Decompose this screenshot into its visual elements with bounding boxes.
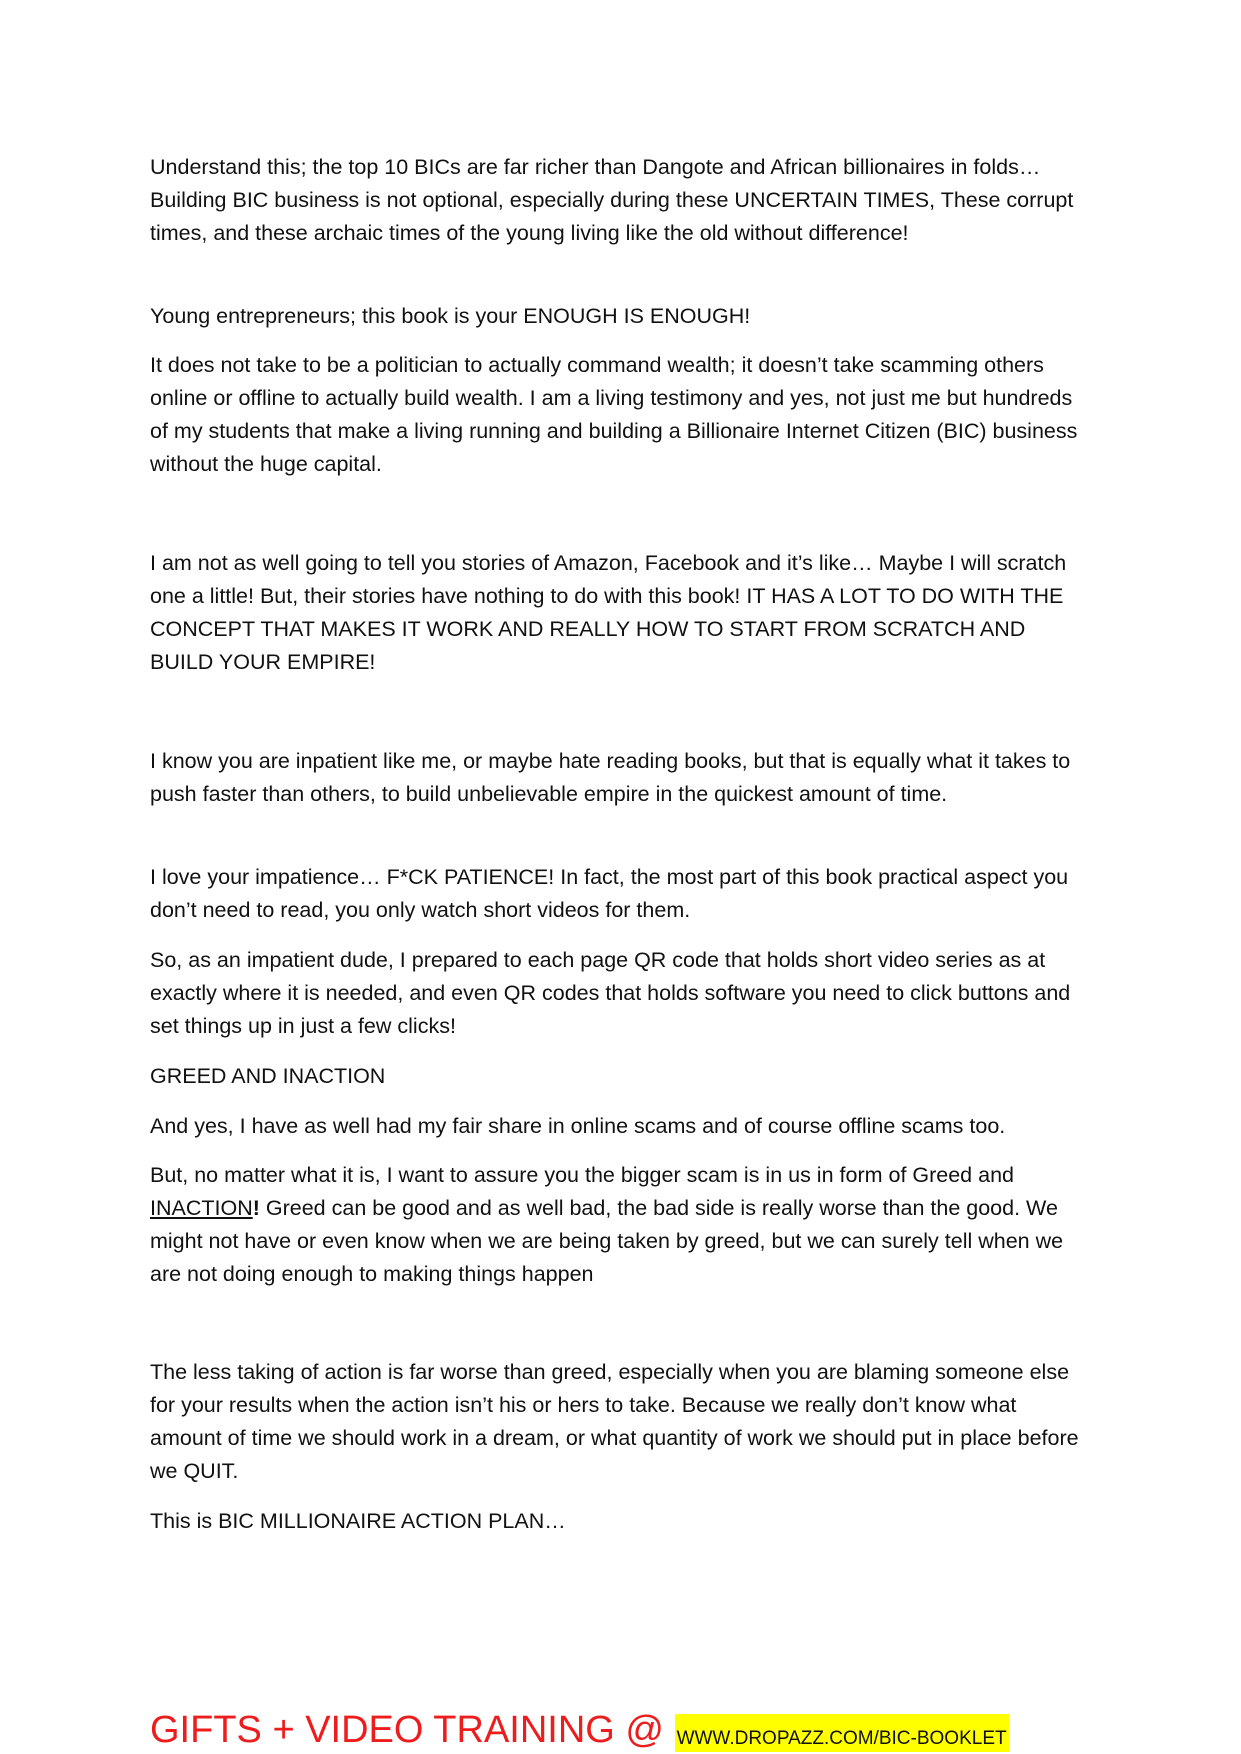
paragraph-enough-is-enough: Young entrepreneurs; this book is your ENOUGH IS ENOUGH! [150, 304, 751, 328]
greed-text-before: But, no matter what it is, I want to assure you the bigger scam is in us in form of Greed and [150, 1163, 1014, 1187]
paragraph-qr-codes: So, as an impatient dude, I prepared to each page QR code that holds short video series as at exactly where it is needed, and even QR codes that holds software you need to click buttons and set things up in just a few clicks! [150, 948, 1071, 1038]
paragraph-bic-wealth: Understand this; the top 10 BICs are far richer than Dangote and African billionaires in folds… Building BIC business is not optional, especially during these UNCERTAIN TIMES, These corrupt times, and these archaic times of the young living like the old without difference! [150, 155, 1074, 245]
inaction-exclamation: ! [252, 1196, 260, 1220]
paragraph-action-plan: This is BIC MILLIONAIRE ACTION PLAN… [150, 1509, 566, 1533]
greed-text-after: Greed can be good and as well bad, the bad side is really worse than the good. We might not have or even know when we are being taken by greed, but we can surely tell when we are not doing enough to making things happen [150, 1196, 1064, 1286]
paragraph-greed-inaction [150, 1159, 1090, 1291]
footer-lead-text: GIFTS + VIDEO TRAINING @ [150, 1709, 675, 1751]
footer-url-link[interactable]: WWW.DROPAZZ.COM/BIC-BOOKLET [675, 1714, 1009, 1752]
paragraph-no-politician: It does not take to be a politician to actually command wealth; it doesn’t take scamming others online or offline to actually build wealth. I am a living testimony and yes, not just me but hundreds of my students that make a living running and building a Billionaire Internet Citizen (BIC) business without the huge capital. [150, 353, 1078, 476]
section-heading-greed-inaction: GREED AND INACTION [150, 1064, 386, 1088]
inaction-underlined: INACTION [150, 1196, 253, 1220]
paragraph-less-action: The less taking of action is far worse than greed, especially when you are blaming someone else for your results when the action isn’t his or hers to take. Because we really don’t know what amount of time we should work in a dream, or what quantity of work we should put in place before we QUIT. [150, 1360, 1079, 1483]
footer-banner [150, 1708, 1009, 1752]
paragraph-fair-share-scams: And yes, I have as well had my fair share in online scams and of course offline scams too. [150, 1114, 1006, 1138]
paragraph-love-impatience: I love your impatience… F*CK PATIENCE! In fact, the most part of this book practical aspect you don’t need to read, you only watch short videos for them. [150, 865, 1069, 922]
paragraph-amazon-facebook: I am not as well going to tell you stories of Amazon, Facebook and it’s like… Maybe I will scratch one a little! But, their stories have nothing to do with this book! IT HAS A LOT TO DO WITH THE CONCEPT THAT MAKES IT WORK AND REALLY HOW TO START FROM SCRATCH AND BUILD YOUR EMPIRE! [150, 551, 1067, 674]
paragraph-impatient: I know you are inpatient like me, or maybe hate reading books, but that is equally what it takes to push faster than others, to build unbelievable empire in the quickest amount of time. [150, 749, 1071, 806]
